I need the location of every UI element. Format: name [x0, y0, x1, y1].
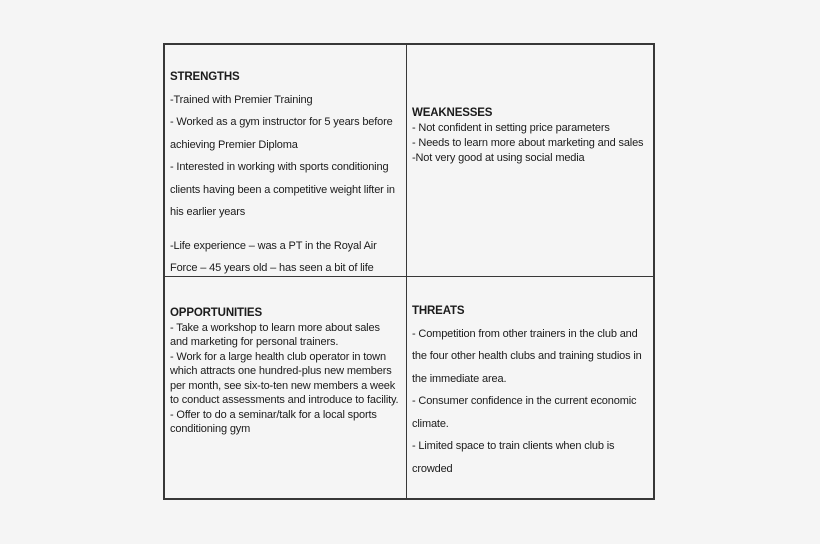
opportunities-quadrant	[165, 277, 407, 498]
strengths-items	[170, 89, 400, 278]
bullet-item: - Offer to do a seminar/talk for a local sports conditioning gym	[170, 408, 377, 435]
threats-quadrant	[407, 277, 653, 498]
bullet-item: - Needs to learn more about marketing and sales	[412, 137, 644, 149]
opportunities-items	[170, 321, 400, 437]
weaknesses-items	[412, 121, 647, 166]
bullet-item: - Take a workshop to learn more about sales and marketing for personal trainers.	[170, 321, 380, 348]
strengths-quadrant	[165, 45, 407, 277]
bullet-item	[170, 224, 400, 235]
bullet-item: -Not very good at using social media	[412, 152, 585, 164]
threats-items	[412, 323, 647, 481]
swot-matrix	[163, 43, 655, 500]
strengths-title: STRENGTHS	[170, 71, 240, 83]
bullet-item: -Life experience – was a PT in the Royal Air Force – 45 years old – has seen a bit of life	[170, 239, 377, 274]
bullet-item: - Worked as a gym instructor for 5 years before achieving Premier Diploma	[170, 116, 393, 151]
bullet-item: - Not confident in setting price parameters	[412, 122, 610, 134]
bullet-item: -Trained with Premier Training	[170, 93, 313, 106]
bullet-item: - Work for a large health club operator in town which attracts one hundred-plus new members per month, see six-to-ten new members a week to conduct assessments and introduce to facility.	[170, 350, 399, 406]
bullet-item: - Competition from other trainers in the club and the four other health clubs and training studios in the immediate area.	[412, 327, 642, 385]
bullet-item: - Limited space to train clients when club is crowded	[412, 440, 615, 475]
weaknesses-quadrant	[407, 45, 653, 277]
weaknesses-title: WEAKNESSES	[412, 107, 493, 119]
bullet-item: - Consumer confidence in the current economic climate.	[412, 395, 637, 430]
threats-title: THREATS	[412, 305, 465, 317]
bullet-item: - Interested in working with sports conditioning clients having been a competitive weight lifter in his earlier years	[170, 161, 395, 218]
opportunities-title: OPPORTUNITIES	[170, 307, 262, 319]
